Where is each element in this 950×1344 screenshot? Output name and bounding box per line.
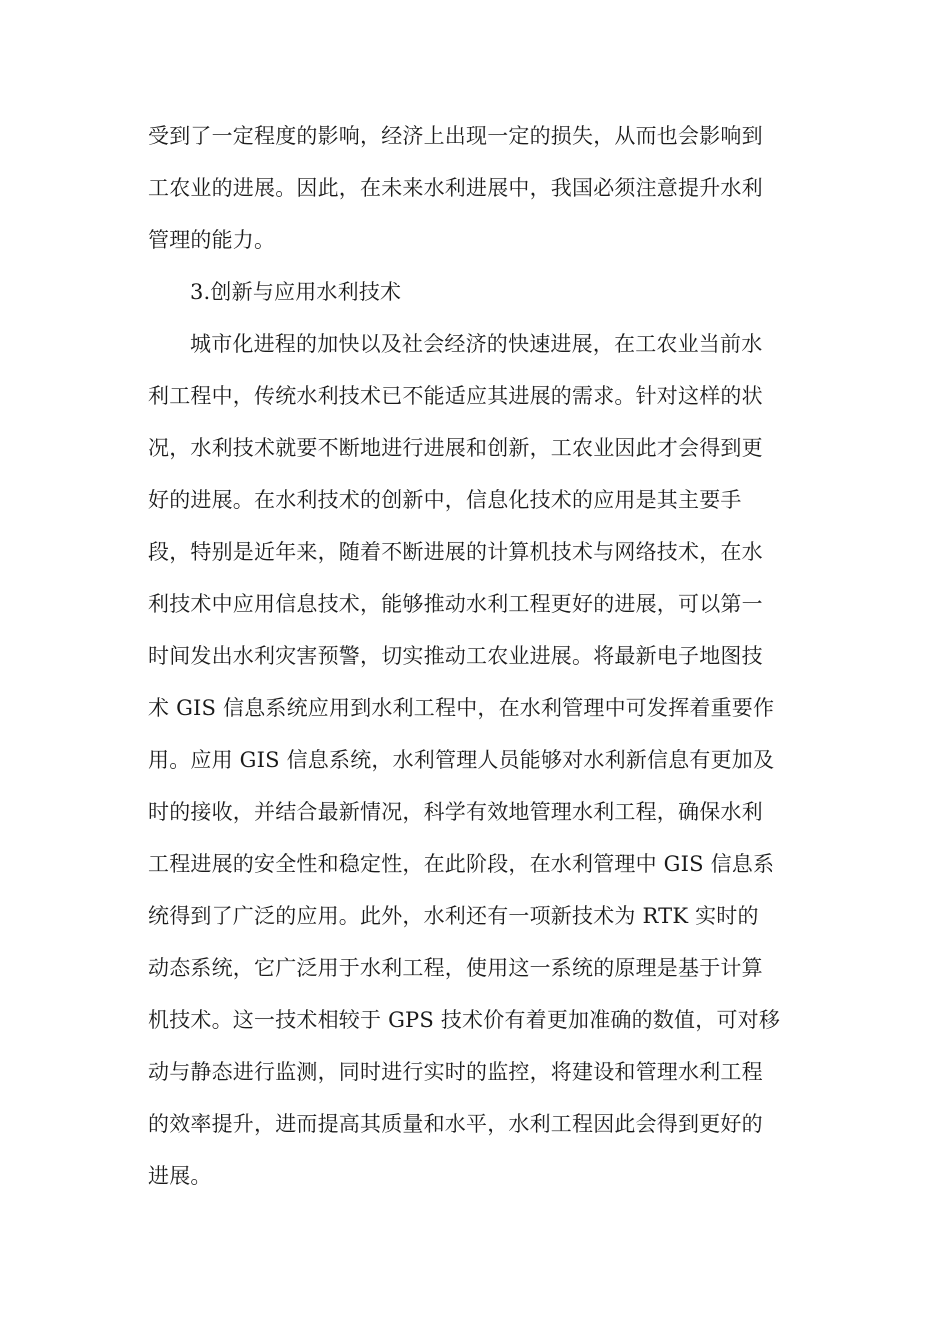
paragraph-line: 工农业的进展。因此，在未来水利进展中，我国必须注意提升水利: [148, 176, 763, 200]
paragraph-line: 统得到了广泛的应用。此外，水利还有一项新技术为 RTK 实时的: [148, 904, 759, 928]
paragraph-line: 进展。: [148, 1164, 212, 1188]
section-heading: 3.创新与应用水利技术: [190, 280, 402, 304]
paragraph-line: 动与静态进行监测，同时进行实时的监控，将建设和管理水利工程: [148, 1060, 763, 1084]
paragraph-line: 段，特别是近年来，随着不断进展的计算机技术与网络技术，在水: [148, 540, 763, 564]
paragraph-line: 机技术。这一技术相较于 GPS 技术价有着更加准确的数值，可对移: [148, 1008, 781, 1032]
paragraph-line: 动态系统，它广泛用于水利工程，使用这一系统的原理是基于计算: [148, 956, 763, 980]
paragraph-line: 时的接收，并结合最新情况，科学有效地管理水利工程，确保水利: [148, 800, 763, 824]
paragraph-line: 用。应用 GIS 信息系统，水利管理人员能够对水利新信息有更加及: [148, 748, 775, 772]
paragraph-line: 城市化进程的加快以及社会经济的快速进展，在工农业当前水: [190, 332, 763, 356]
paragraph-line: 受到了一定程度的影响，经济上出现一定的损失，从而也会影响到: [148, 124, 763, 148]
paragraph-line: 的效率提升，进而提高其质量和水平，水利工程因此会得到更好的: [148, 1112, 763, 1136]
paragraph-line: 工程进展的安全性和稳定性，在此阶段，在水利管理中 GIS 信息系: [148, 852, 775, 876]
paragraph-line: 术 GIS 信息系统应用到水利工程中，在水利管理中可发挥着重要作: [148, 696, 775, 720]
paragraph-line: 好的进展。在水利技术的创新中，信息化技术的应用是其主要手: [148, 488, 742, 512]
paragraph-line: 利工程中，传统水利技术已不能适应其进展的需求。针对这样的状: [148, 384, 763, 408]
paragraph-line: 利技术中应用信息技术，能够推动水利工程更好的进展，可以第一: [148, 592, 763, 616]
paragraph-line: 况，水利技术就要不断地进行进展和创新，工农业因此才会得到更: [148, 436, 763, 460]
paragraph-line: 管理的能力。: [148, 228, 276, 252]
paragraph-line: 时间发出水利灾害预警，切实推动工农业进展。将最新电子地图技: [148, 644, 763, 668]
